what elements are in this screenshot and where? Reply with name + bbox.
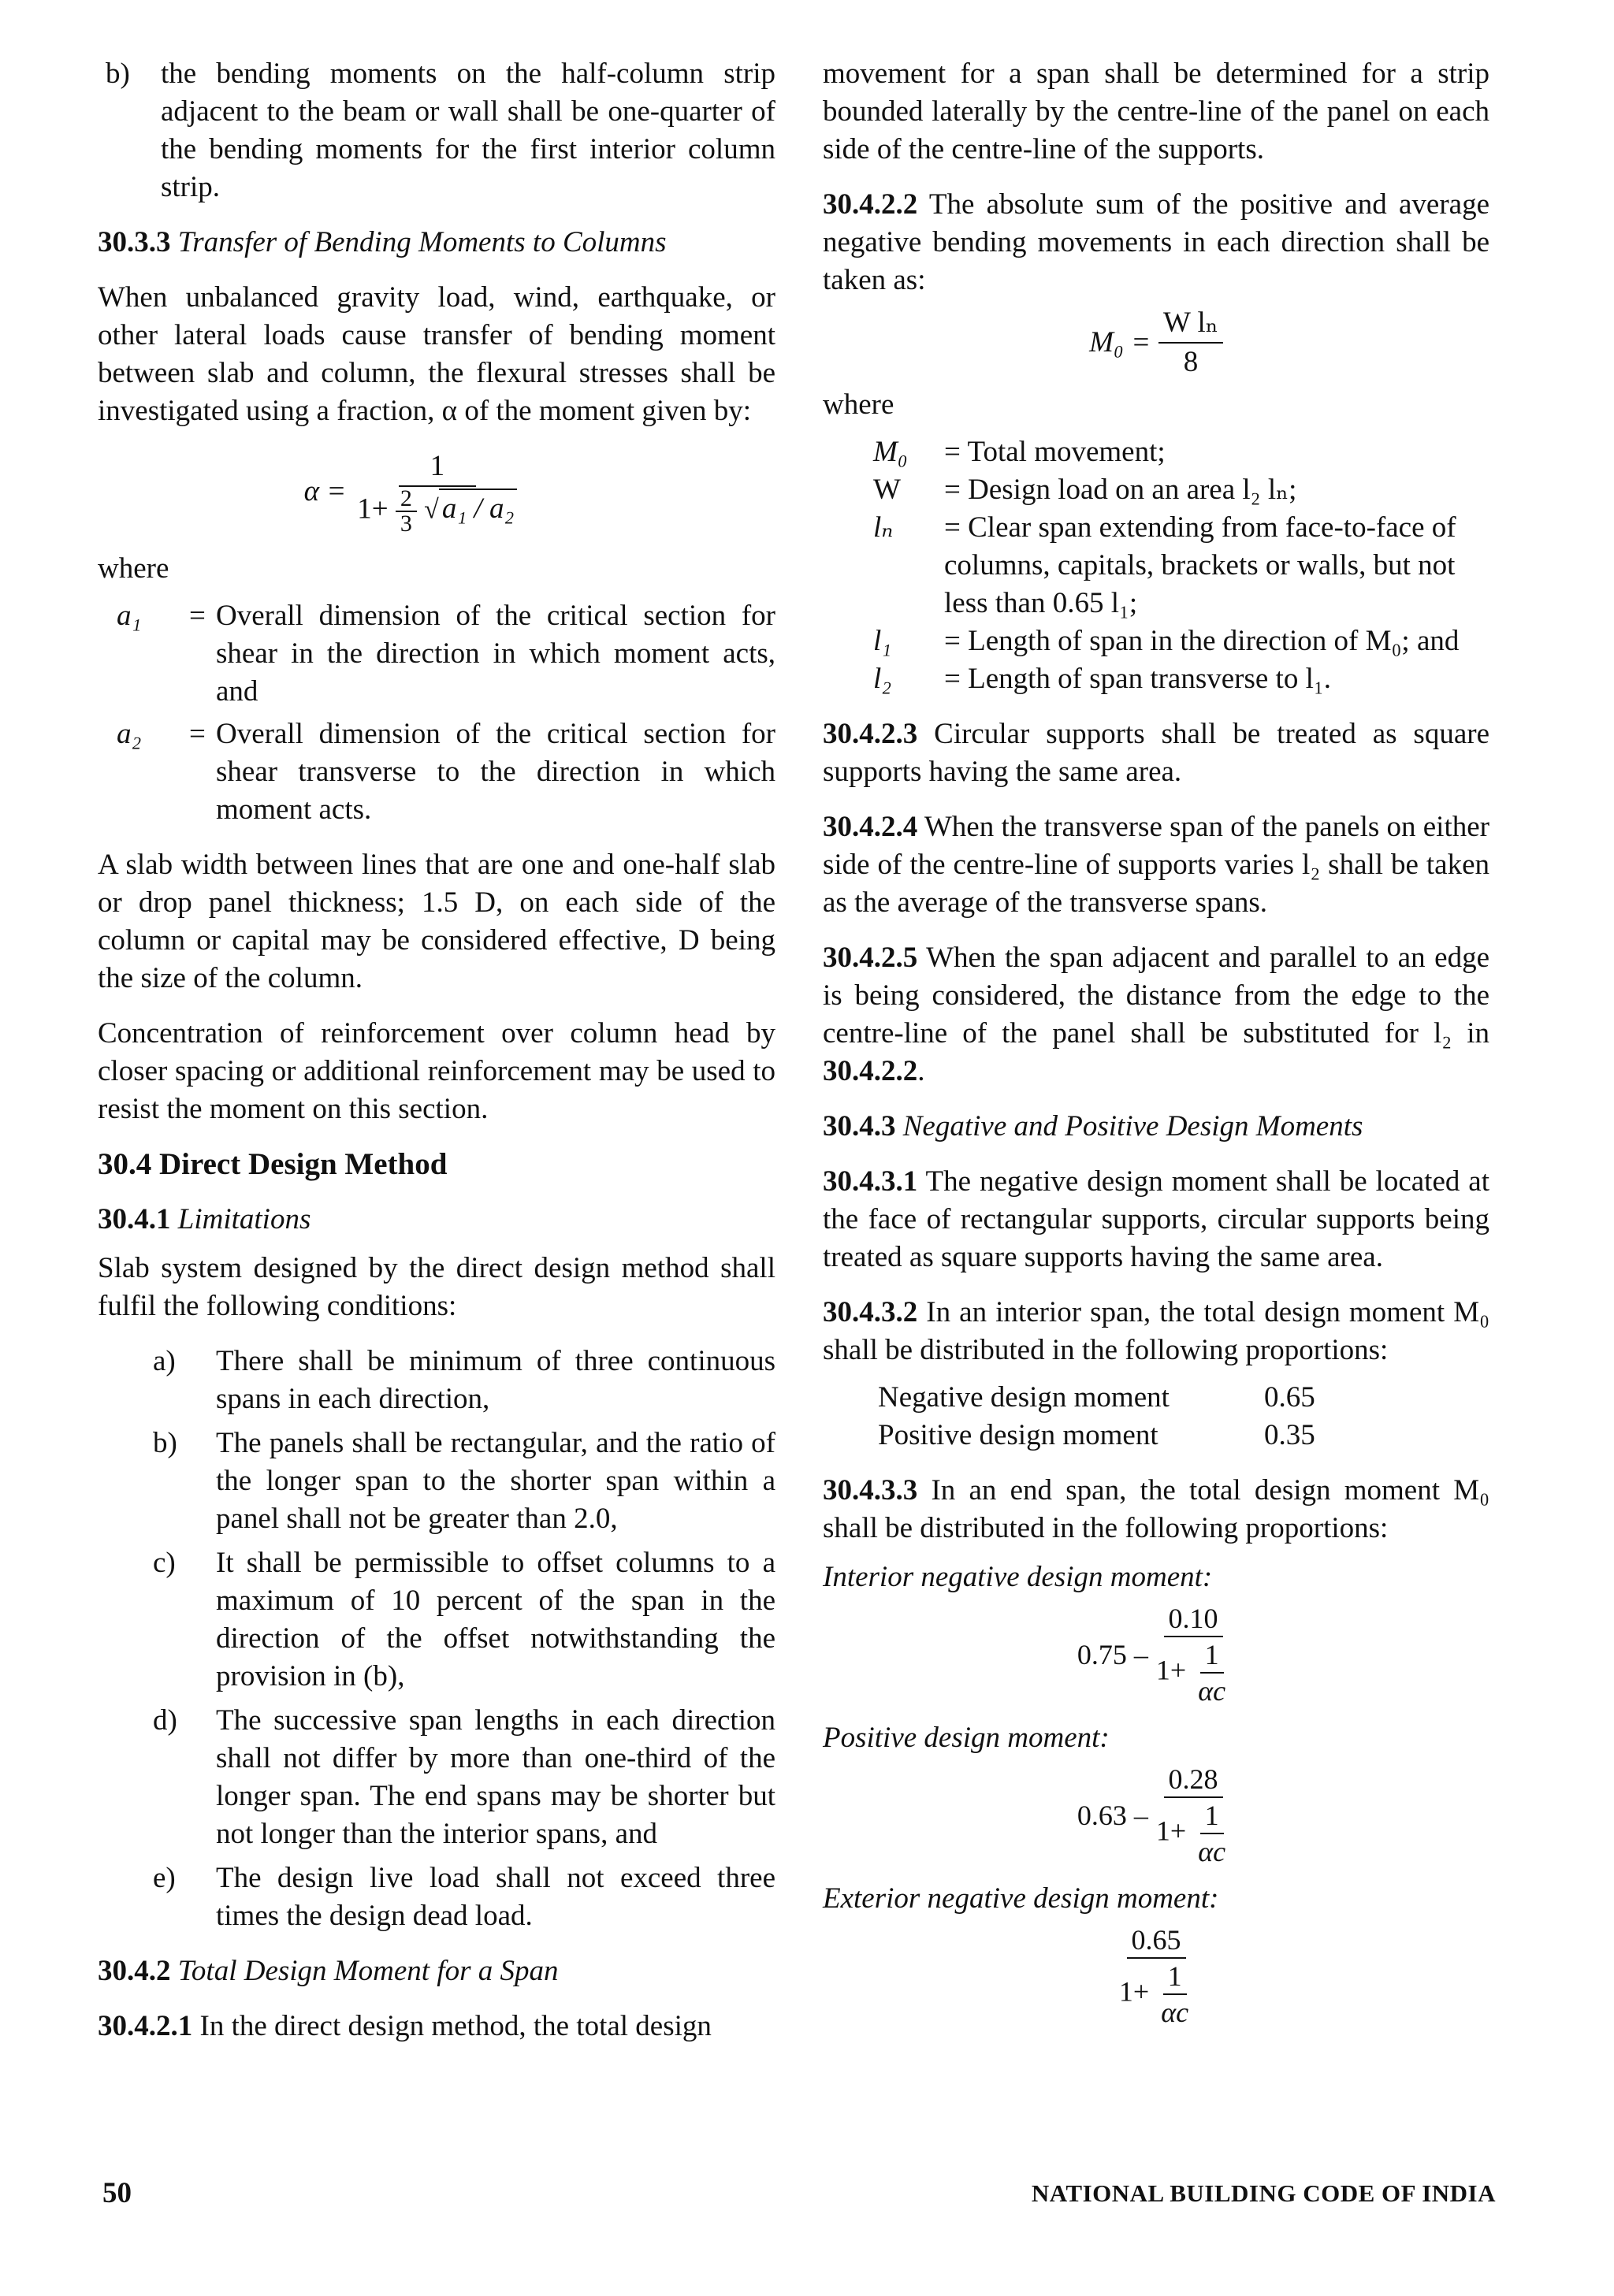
condition-a: a) There shall be minimum of three continuous spans in each direction, bbox=[153, 1345, 775, 1415]
paragraph-transfer: When unbalanced gravity load, wind, earthquake, or other lateral loads cause transfer of bending moment between slab and column, the flexural stresses shall be investigated using a fraction, α of the moment given by: bbox=[98, 281, 775, 427]
def-w: W = Design load on an area l₂ lₙ; bbox=[873, 474, 1297, 506]
paragraph-30-4-3-1: 30.4.3.1 The negative design moment shall be located at the face of rectangular supports, circular supports being treated as square supports having the same area. bbox=[823, 1165, 1489, 1273]
item-b bbox=[98, 55, 775, 206]
paragraph-30-4-3-2: 30.4.3.2 In an interior span, the total design moment M₀ shall be distributed in the following proportions: bbox=[823, 1296, 1489, 1366]
alpha-equation: α = 1 1+ $\frac{2}{3}$ √ a₁ / a₂ bbox=[50, 448, 775, 536]
def-mo: M₀ = Total movement; bbox=[873, 436, 1166, 468]
formula-interior-negative: 0.75 – 0.10 1+ $\frac{1}{\alpha c}$ bbox=[1077, 1603, 1226, 1707]
definition-list bbox=[98, 597, 775, 829]
paragraph-slab-width: A slab width between lines that are one and one-half slab or drop panel thickness; 1.5 D, on each side of the column or capital may be considered effective, D being the size of the column. bbox=[98, 849, 775, 994]
variable-definitions bbox=[873, 433, 1489, 698]
heading-30-4-2: 30.4.2 Total Design Moment for a Span bbox=[98, 1955, 559, 1987]
page-number: 50 bbox=[102, 2177, 132, 2209]
table-row: Positive design moment 0.35 bbox=[878, 1419, 1315, 1451]
mo-equation: M₀ = $\frac{\text{W lₙ}}{8}$ bbox=[823, 304, 1489, 381]
label-positive: Positive design moment: bbox=[823, 1722, 1110, 1754]
definition-a1: a₁ = Overall dimension of the critical section for shear in the direction in which moment acts, and bbox=[117, 600, 775, 708]
conditions-list bbox=[98, 1343, 775, 1935]
heading-30-4-1: 30.4.1 Limitations bbox=[98, 1203, 311, 1235]
paragraph-concentration: Concentration of reinforcement over column head by closer spacing or additional reinforcement may be used to resist the moment on this section. bbox=[98, 1017, 775, 1125]
definition-a2: a₂ = Overall dimension of the critical section for shear transverse to the direction in which moment acts. bbox=[117, 718, 775, 826]
heading-30-4-3: 30.4.3 Negative and Positive Design Moments bbox=[823, 1110, 1363, 1142]
right-column bbox=[823, 55, 1489, 2041]
paragraph-30-4-2-4: 30.4.2.4 When the transverse span of the panels on either side of the centre-line of supports varies l₂ shall be taken as the average of the transverse spans. bbox=[823, 811, 1489, 919]
interior-proportions-table bbox=[878, 1379, 1489, 1455]
def-l1: l₁ = Length of span in the direction of M₀; and bbox=[873, 625, 1460, 657]
condition-e: e) The design live load shall not exceed three times the design dead load. bbox=[153, 1862, 775, 1932]
heading-30-3-3: 30.3.3 Transfer of Bending Moments to Columns bbox=[98, 226, 667, 258]
def-l2: l₂ = Length of span transverse to l₁. bbox=[873, 663, 1332, 695]
running-title: NATIONAL BUILDING CODE OF INDIA bbox=[1031, 2179, 1496, 2207]
condition-d: d) The successive span lengths in each direction shall not differ by more than one-third of the longer span. The end spans may be shorter but not longer than the interior spans, and bbox=[153, 1704, 775, 1850]
item-text: the bending moments on the half-column strip adjacent to the beam or wall shall be one-quarter of the bending moments for the first interior column strip. bbox=[161, 58, 775, 203]
paragraph-30-4-2-3: 30.4.2.3 Circular supports shall be treated as square supports having the same area. bbox=[823, 718, 1490, 788]
item-marker: b) bbox=[106, 58, 130, 90]
left-column bbox=[98, 55, 775, 2063]
paragraph-30-4-2-5: 30.4.2.5 When the span adjacent and parallel to an edge is being considered, the distance from the edge to the centre-line of the panel shall be substituted for l₂ in 30.4.2.2. bbox=[823, 942, 1489, 1087]
condition-b: b) The panels shall be rectangular, and the ratio of the longer span to the shorter span within a panel shall not be greater than 2.0, bbox=[153, 1427, 775, 1535]
where-label: where bbox=[98, 552, 169, 585]
formula-exterior-negative: 0.65 1+ $\frac{1}{\alpha c}$ bbox=[1118, 1924, 1189, 2028]
label-exterior-negative: Exterior negative design moment: bbox=[823, 1882, 1219, 1915]
heading-30-4: 30.4 Direct Design Method bbox=[98, 1147, 448, 1181]
paragraph-30-4-3-3: 30.4.3.3 In an end span, the total design moment M₀ shall be distributed in the following proportions: bbox=[823, 1474, 1489, 1544]
paragraph-limitations: Slab system designed by the direct design method shall fulfil the following conditions: bbox=[98, 1252, 775, 1322]
formula-positive: 0.63 – 0.28 1+ $\frac{1}{\alpha c}$ bbox=[1077, 1763, 1226, 1867]
paragraph-continuation: movement for a span shall be determined for a strip bounded laterally by the centre-line of the panel on each side of the centre-line of the supports. bbox=[823, 58, 1489, 165]
where-label-right: where bbox=[823, 388, 894, 421]
label-interior-negative: Interior negative design moment: bbox=[823, 1561, 1213, 1593]
paragraph-30-4-2-1: 30.4.2.1 In the direct design method, the total design bbox=[98, 2010, 712, 2042]
paragraph-30-4-2-2: 30.4.2.2 The absolute sum of the positive and average negative bending movements in each direction shall be taken as: bbox=[823, 188, 1489, 296]
condition-c: c) It shall be permissible to offset columns to a maximum of 10 percent of the span in the direction of the offset notwithstanding the provision in (b), bbox=[153, 1547, 775, 1692]
table-row: Negative design moment 0.65 bbox=[878, 1381, 1315, 1414]
def-ln: lₙ = Clear span extending from face-to-face of columns, capitals, brackets or walls, but not less than 0.65 l₁; bbox=[873, 511, 1456, 619]
